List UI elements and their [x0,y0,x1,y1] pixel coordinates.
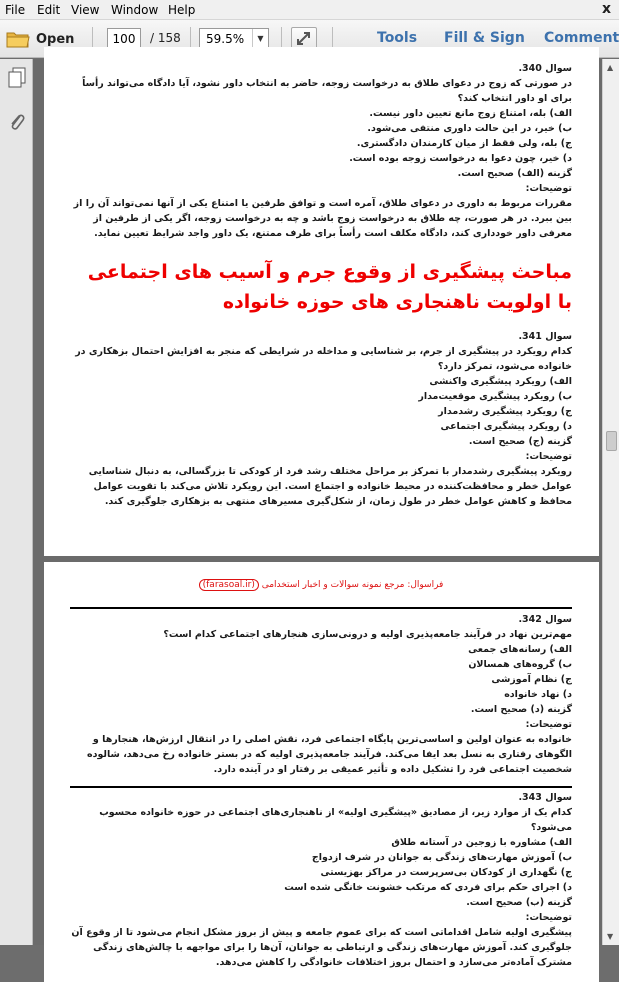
option: د) اجرای حکم برای فردی که مرتکب خشونت خانگی شده است [284,882,572,893]
question-number: سوال 342. [518,614,572,625]
close-document-icon[interactable]: x [601,1,611,17]
menu-file[interactable]: File [5,3,26,17]
option: الف) رسانه‌های جمعی [468,644,572,655]
scroll-up-icon[interactable]: ▲ [607,63,614,72]
navigation-panel [0,59,33,945]
folder-icon [6,30,30,48]
option: ج) نگهداری از کودکان بی‌سرپرست در مراکز بهزیستی [320,867,572,878]
page-total: / 158 [150,31,181,45]
menu-help[interactable]: Help [168,3,196,17]
page-header-source [70,580,572,590]
option: ج) رویکرد پیشگیری رشدمدار [438,406,572,417]
question-text: کدام رویکرد در پیشگیری از جرم، بر شناسایی و مداخله در شرایطی که منجر به افزایش احتمال بزهکاری در خانواده می‌شود، تمرکز دارد؟ [75,346,572,372]
option: الف) مشاوره با زوجین در آستانه طلاق [391,837,572,848]
option: ج) نظام آموزشی [491,674,572,685]
page-number-input[interactable]: 100 [107,28,141,50]
option: ب) خیر، در این حالت داوری منتفی می‌شود. [367,123,572,134]
source-site-link[interactable]: (farasoal.ir) [199,579,259,591]
menu-bar [0,0,619,20]
question-341 [70,329,572,509]
question-text: کدام یک از موارد زیر، از مصادیق «پیشگیری اولیه» از ناهنجاری‌های اجتماعی در حوزه خانواده محسوب می‌شود؟ [99,807,572,833]
option: د) خیر، چون دعوا به درخواست زوجه بوده است. [349,153,572,164]
explanation: مقررات مربوط به داوری در دعوای طلاق، آمره است و توافق طرفین یا امتناع یکی از آنها نمی‌تواند آن را از بین ببرد. در هر صورت، چه طلاق به درخواست زوج باشد و چه به درخواست زوجه، اگر یکی از طرفین از معرفی داور خودداری کند، دادگاه مکلف است رأساً برای طرف ممتنع، یک داور واجد شرایط تعیین نماید. [73,198,572,239]
question-343 [70,790,572,970]
divider-rule [70,607,572,609]
divider-rule [70,786,572,788]
option: ج) بله، ولی فقط از میان کارمندان دادگستری. [356,138,572,149]
source-text: فراسوال: مرجع نمونه سوالات و اخبار استخدامی [261,580,444,590]
question-number: سوال 343. [518,792,572,803]
vertical-scrollbar[interactable] [602,59,619,945]
section-title-line-2: با اولویت ناهنجاری های حوزه خانواده [222,291,572,313]
option: الف) رویکرد پیشگیری واکنشی [429,376,572,387]
question-text: در صورتی که زوج در دعوای طلاق به درخواست زوجه، حاضر به انتخاب داور نشود، آیا دادگاه می‌تواند رأساً برای او داور انتخاب کند؟ [82,78,572,104]
question-number: سوال 341. [518,331,572,342]
menu-view[interactable]: View [71,3,100,17]
open-label: Open [36,31,75,47]
menu-window[interactable]: Window [111,3,159,17]
question-number: سوال 340. [518,63,572,74]
question-text: مهم‌ترین نهاد در فرآیند جامعه‌پذیری اولیه و درونی‌سازی هنجارهای اجتماعی کدام است؟ [163,629,572,640]
option: د) رویکرد پیشگیری اجتماعی [440,421,572,432]
tools-button[interactable]: Tools [377,30,418,46]
explanation-label: توضیحات: [525,912,572,923]
attachment-paperclip-icon[interactable] [7,111,27,133]
explanation-label: توضیحات: [525,451,572,462]
zoom-value: 59.5% [206,32,245,46]
pdf-page [44,562,599,982]
scrollbar-thumb[interactable] [606,431,617,451]
option: ب) رویکرد پیشگیری موقعیت‌مدار [418,391,572,402]
answer: گزینه (ب) صحیح است. [466,897,572,908]
question-340 [70,61,572,241]
scroll-down-icon[interactable]: ▼ [607,932,614,941]
page-thumbnails-icon[interactable] [7,67,27,89]
answer: گزینه (ج) صحیح است. [468,436,572,447]
explanation-label: توضیحات: [525,183,572,194]
answer: گزینه (الف) صحیح است. [457,168,572,179]
question-342 [70,612,572,777]
chevron-down-icon[interactable]: ▼ [252,29,268,49]
explanation-label: توضیحات: [525,719,572,730]
answer: گزینه (د) صحیح است. [470,704,572,715]
menu-edit[interactable]: Edit [37,3,61,17]
pdf-page [44,47,599,556]
section-title-line-1: مباحث پیشگیری از وقوع جرم و آسیب های اجتماعی [87,261,572,283]
explanation: پیشگیری اولیه شامل اقداماتی است که برای عموم جامعه و پیش از بروز مشکل انجام می‌شود تا از وقوع آن جلوگیری کند. آموزش مهارت‌های زندگی و ارتباطی به جوانان، آن‌ها را برای مواجهه با چالش‌های زندگی مشترک آماده‌تر می‌سازد و احتمال بروز اختلافات خانوادگی را کاهش می‌دهد. [71,927,572,968]
explanation: خانواده به عنوان اولین و اساسی‌ترین پایگاه اجتماعی فرد، نقش اصلی را در انتقال ارزش‌ها، هنجارها و الگوهای رفتاری به نسل بعد ایفا می‌کند. فرآیند جامعه‌پذیری اولیه که در بستر خانواده رخ می‌دهد، شالوده شخصیت اجتماعی فرد را تشکیل داده و تأثیر عمیقی بر رفتار او در آینده دارد. [86,734,572,775]
option: ب) گروه‌های همسالان [468,659,572,670]
section-heading [64,257,572,317]
explanation: رویکرد پیشگیری رشدمدار با تمرکز بر مراحل مختلف رشد فرد از کودکی تا بزرگسالی، به دنبال شناسایی عوامل خطر و محافظت‌کننده در محیط خانواده و اجتماع است. این رویکرد تلاش می‌کند با تقویت عوامل محافظ و کاهش عوامل خطر در طول زمان، از شکل‌گیری مسیرهای منتهی به بزهکاری جلوگیری کند. [88,466,572,507]
document-viewer[interactable] [33,59,602,968]
option: د) نهاد خانواده [504,689,572,700]
fill-sign-button[interactable]: Fill & Sign [444,30,525,46]
option: ب) آموزش مهارت‌های زندگی به جوانان در شرف ازدواج [311,852,572,863]
option: الف) بله، امتناع زوج مانع تعیین داور نیست. [369,108,572,119]
comment-button[interactable]: Comment [544,30,619,46]
